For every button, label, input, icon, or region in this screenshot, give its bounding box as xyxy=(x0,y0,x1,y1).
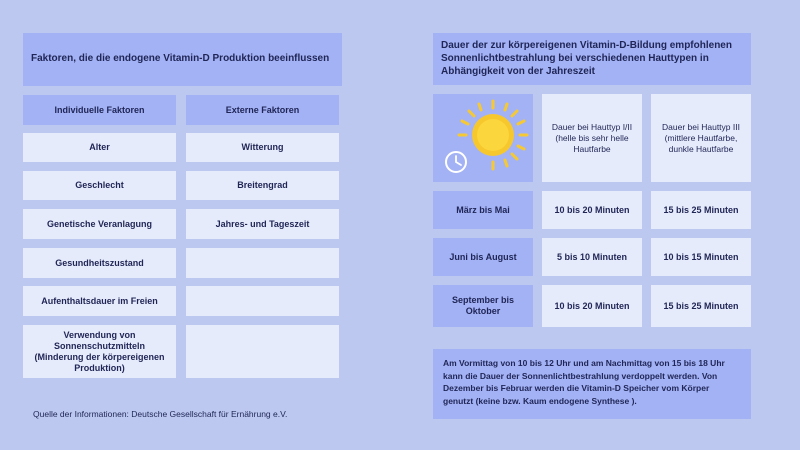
individual-factor-row xyxy=(23,209,176,239)
duration-cell xyxy=(542,191,642,229)
season-cell xyxy=(433,285,533,327)
info-note-text: Am Vormittag von 10 bis 12 Uhr und am Nachmittag von 15 bis 18 Uhr kann die Dauer der Sonnenlichtbestrahlung verdoppelt werden. Von Dezember bis Februar werden die Vitamin-D Speicher vom Körper genutzt (keine bzw. Kaum endogene Synthese ). xyxy=(443,358,725,406)
info-note xyxy=(433,349,751,419)
individual-factor-row xyxy=(23,171,176,200)
external-factor-text: Jahres- und Tageszeit xyxy=(215,218,310,229)
season-text: September bis Oktober xyxy=(451,295,515,316)
season-text: Juni bis August xyxy=(449,252,517,262)
col-header-skin-type-1-2-text: Dauer bei Hauttyp I/II (helle bis sehr helle Hautfarbe xyxy=(551,121,633,154)
external-factor-text: Witterung xyxy=(241,142,284,152)
individual-factor-text: Geschlecht xyxy=(75,180,124,190)
duration-text: 5 bis 10 Minuten xyxy=(556,251,627,262)
individual-factor-text: Genetische Veranlagung xyxy=(46,218,153,229)
individual-factor-row xyxy=(23,248,176,278)
col-header-skin-type-3-text: Dauer bei Hauttyp III (mittlere Hautfarbe, dunkle Hautfarbe xyxy=(662,121,740,154)
duration-cell xyxy=(542,238,642,276)
duration-text: 15 bis 25 Minuten xyxy=(663,300,739,311)
sun-clock-header-cell xyxy=(433,94,533,182)
source-note-text: Quelle der Informationen: Deutsche Gesellschaft für Ernährung e.V. xyxy=(33,409,288,419)
external-factor-row xyxy=(186,171,339,200)
duration-text: 10 bis 20 Minuten xyxy=(554,300,630,311)
duration-cell xyxy=(651,238,751,276)
col-header-individual-text: Individuelle Faktoren xyxy=(54,105,145,115)
individual-factor-text: Alter xyxy=(89,142,110,152)
duration-text: 10 bis 20 Minuten xyxy=(554,204,630,215)
col-header-external xyxy=(186,95,339,125)
external-factor-row xyxy=(186,286,339,316)
col-header-skin-type-1-2 xyxy=(542,94,642,182)
external-factor-row xyxy=(186,248,339,278)
right-title xyxy=(433,33,751,85)
season-cell xyxy=(433,238,533,276)
external-factor-row xyxy=(186,133,339,162)
sun-clock-icon xyxy=(433,94,533,182)
individual-factor-text: Verwendung von Sonnenschutzmitteln (Minderung der körpereigenen Produktion) xyxy=(34,329,165,373)
left-title-text: Faktoren, die die endogene Vitamin-D Produktion beeinflussen xyxy=(31,53,330,64)
right-title-text: Dauer der zur körpereigenen Vitamin-D-Bildung empfohlenen Sonnenlichtbestrahlung bei verschiedenen Hauttypen in Abhängigkeit von der Jahreszeit xyxy=(441,40,732,77)
duration-cell xyxy=(542,285,642,327)
source-note xyxy=(33,409,333,419)
individual-factor-row xyxy=(23,286,176,316)
external-factor-text: Breitengrad xyxy=(237,180,288,190)
individual-factor-row xyxy=(23,133,176,162)
col-header-individual xyxy=(23,95,176,125)
duration-text: 10 bis 15 Minuten xyxy=(663,251,739,262)
individual-factor-row xyxy=(23,325,176,378)
external-factor-row xyxy=(186,209,339,239)
individual-factor-text: Aufenthaltsdauer im Freien xyxy=(41,295,158,306)
season-cell xyxy=(433,191,533,229)
col-header-external-text: Externe Faktoren xyxy=(225,105,300,115)
duration-cell xyxy=(651,191,751,229)
individual-factor-text: Gesundheitszustand xyxy=(55,257,144,268)
season-text: März bis Mai xyxy=(456,205,510,215)
duration-cell xyxy=(651,285,751,327)
external-factor-row xyxy=(186,325,339,378)
left-title xyxy=(23,33,342,86)
duration-text: 15 bis 25 Minuten xyxy=(663,204,739,215)
col-header-skin-type-3 xyxy=(651,94,751,182)
